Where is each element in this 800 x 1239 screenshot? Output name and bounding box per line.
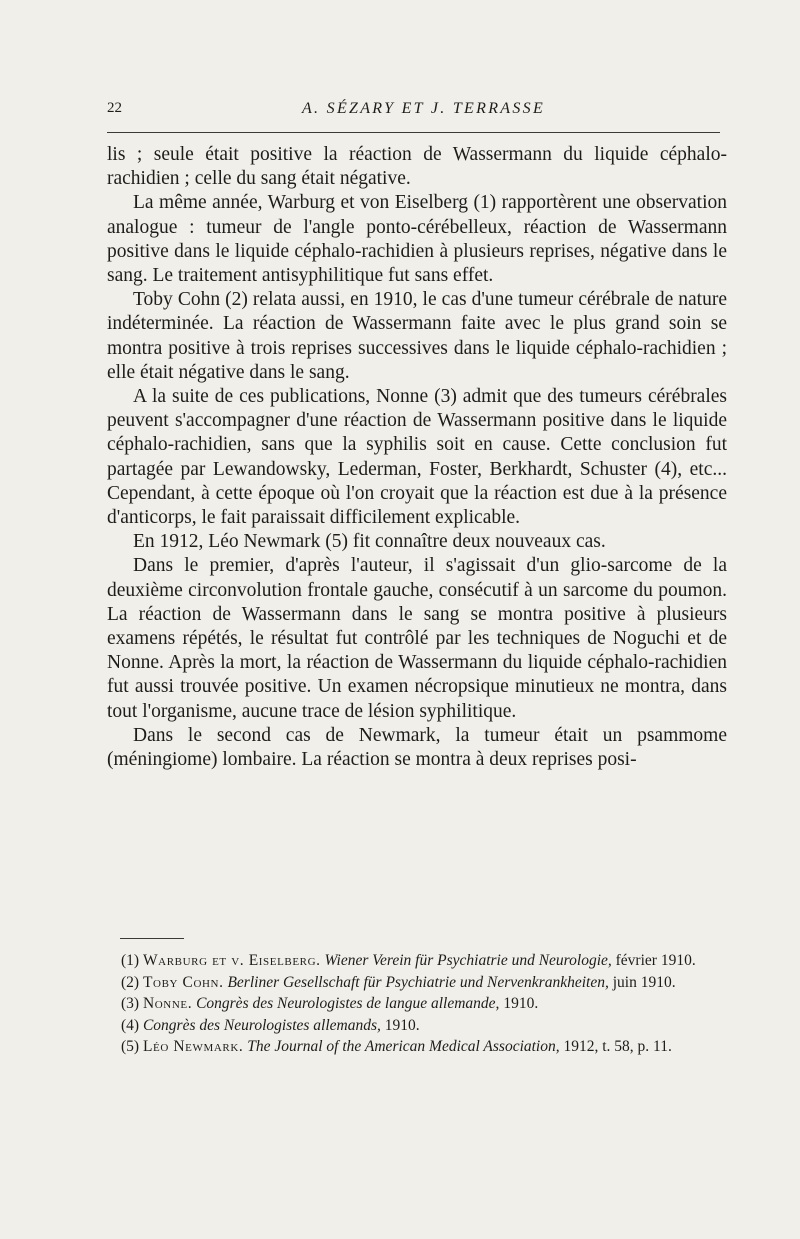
paragraph: Toby Cohn (2) relata aussi, en 1910, le cas d'une tumeur cérébrale de nature indéterminée. La réaction de Wassermann faite avec le plus grand soin se montra positive à trois reprises successives dans le liquide céphalo-rachidien ; elle était négative dans le sang. (107, 289, 727, 383)
running-head-title: A. SÉZARY ET J. TERRASSE (301, 100, 546, 117)
footnote-number: (1) (121, 952, 140, 969)
paragraph-continuation: lis ; seule était positive la réaction de Wassermann du liquide céphalo-rachidien ; celle du sang était négative. (107, 144, 727, 190)
footnote (107, 972, 727, 994)
footnote-detail: juin 1910. (612, 973, 676, 991)
footnote-author: Léo Newmark. (142, 1038, 244, 1055)
footnote (107, 1015, 727, 1037)
footnote-author: Nonne. (142, 995, 193, 1012)
footnote-detail: février 1910. (615, 952, 696, 969)
footnote-title: Berliner Gesellschaft für Psychiatrie und Nervenkrankheiten, (227, 973, 609, 991)
paragraph: A la suite de ces publications, Nonne (3) admit que des tumeurs cérébrales peuvent s'accompagner d'une réaction de Wassermann positive dans le liquide céphalo-rachidien, sans que la syphilis soit en cause. Cette conclusion fut partagée par Lewandowsky, Lederman, Foster, Berkhardt, Schuster (4), etc... Cependant, à cette époque où l'on croyait que la réaction est due à la présence d'anticorps, le fait paraissait difficilement explicable. (107, 386, 727, 529)
footnote-rule (120, 938, 184, 939)
footnote-number: (4) (121, 1016, 140, 1034)
footnote-author: Warburg et v. Eiselberg. (142, 952, 321, 969)
footnote-detail: 1912, t. 58, p. 11. (563, 1038, 672, 1055)
footnote-title: Congrès des Neurologistes de langue allemande, (196, 995, 500, 1012)
footnote-title: The Journal of the American Medical Association, (247, 1038, 560, 1055)
footnote-number: (5) (121, 1038, 140, 1055)
page-number: 22 (107, 100, 122, 116)
footnote-number: (3) (121, 995, 140, 1012)
body-text (107, 143, 727, 772)
footnote-author: Toby Cohn. (142, 973, 224, 991)
footnote (107, 993, 727, 1015)
paragraph: Dans le second cas de Newmark, la tumeur était un psammome (méningiome) lombaire. La réaction se montra à deux reprises posi- (107, 724, 727, 771)
footnote (107, 1036, 727, 1058)
footnote-title: Congrès des Neurologistes allemands, (142, 1016, 381, 1034)
footnotes (107, 950, 727, 1058)
running-head (107, 100, 720, 122)
paragraph: Dans le premier, d'après l'auteur, il s'agissait d'un glio-sarcome de la deuxième circonvolution frontale gauche, consécutif à un sarcome du poumon. La réaction de Wassermann dans le sang se montra positive à plusieurs examens répétés, le résultat fut contrôlé par les techniques de Noguchi et de Nonne. Après la mort, la réaction de Wassermann du liquide céphalo-rachidien fut aussi trouvée positive. Un examen nécropsique minutieux ne montra, dans tout l'organisme, aucune trace de lésion syphilitique. (107, 555, 727, 722)
header-rule (107, 132, 720, 133)
paragraph: En 1912, Léo Newmark (5) fit connaître deux nouveaux cas. (133, 531, 606, 553)
footnote (107, 950, 727, 972)
footnote-number: (2) (121, 973, 140, 991)
footnote-title: Wiener Verein für Psychiatrie und Neurologie, (324, 952, 612, 969)
paragraph: La même année, Warburg et von Eiselberg (1) rapportèrent une observation analogue : tumeur de l'angle ponto-cérébelleux, réaction de Wassermann positive dans le liquide céphalo-rachidien à plusieurs reprises, négative dans le sang. Le traitement antisyphilitique fut sans effet. (107, 192, 727, 287)
footnote-detail: 1910. (384, 1016, 420, 1034)
footnote-detail: 1910. (503, 995, 539, 1012)
